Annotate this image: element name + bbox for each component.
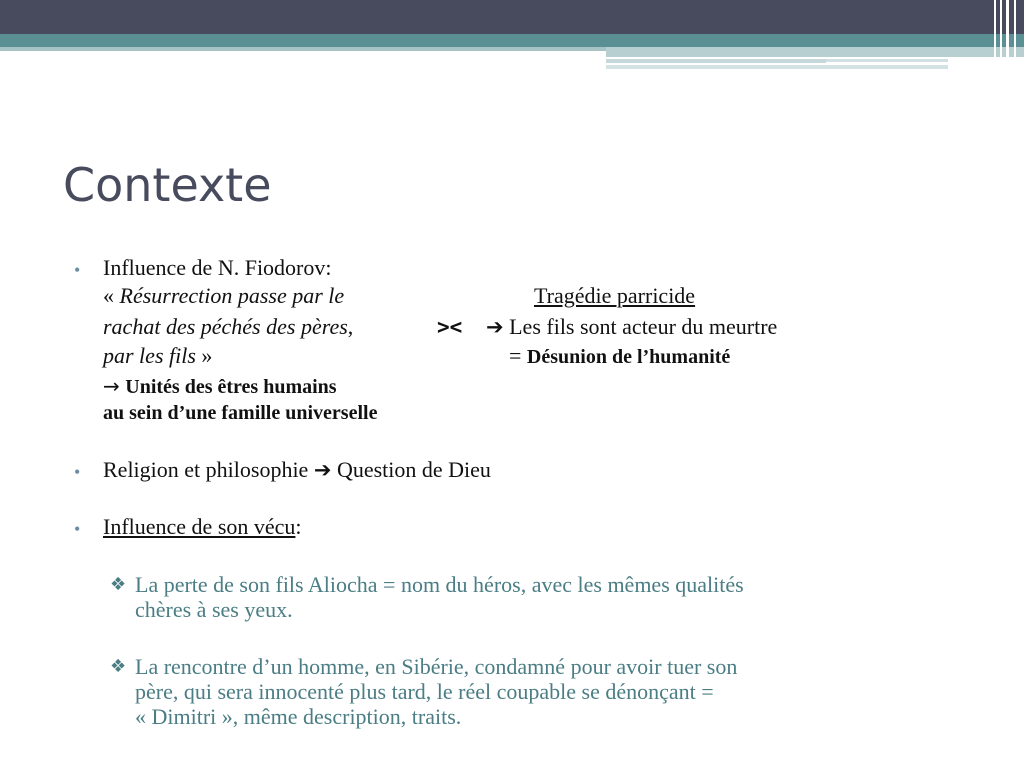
- header-band-pale: [606, 59, 826, 63]
- bullet-icon: •: [74, 519, 81, 539]
- diamond-bullet-icon: ❖: [110, 656, 127, 677]
- arrow-outline-icon: →: [103, 374, 120, 398]
- unity-line-2: au sein d’une famille universelle: [103, 402, 378, 424]
- sub-bullet-2-line-2: père, qui sera innocenté plus tard, le réel coupable se dénonçant =: [135, 679, 714, 704]
- tragedy-label: Tragédie parricide: [534, 283, 696, 308]
- arrow-right-icon: ➔: [313, 458, 332, 482]
- versus-symbol: ><: [437, 315, 463, 339]
- disunity-line: = Désunion de l’humanité: [509, 343, 731, 368]
- sub-bullet-2-line-1: La rencontre d’un homme, en Sibérie, condamné pour avoir tuer son: [135, 654, 738, 679]
- header-band-teal: [0, 34, 1024, 47]
- diamond-bullet-icon: ❖: [110, 574, 127, 595]
- header-band-pale: [826, 59, 948, 62]
- sub-bullet-2-line-3: « Dimitri », même description, traits.: [135, 704, 462, 729]
- header-band-pale: [606, 47, 1024, 57]
- sub-bullet-1-line-2: chères à ses yeux.: [135, 597, 293, 622]
- sons-murder-line: ➔ Les fils sont acteur du meurtre: [486, 314, 778, 339]
- fiodorov-quote-line-3: par les fils »: [103, 343, 213, 368]
- bullet-icon: •: [74, 260, 81, 280]
- bullet-icon: •: [74, 462, 81, 482]
- arrow-right-icon: ➔: [486, 315, 504, 339]
- bullet-2-text: Religion et philosophie ➔ Question de Dieu: [103, 457, 491, 482]
- fiodorov-quote-line-2: rachat des péchés des pères,: [103, 314, 354, 339]
- slide-title: Contexte: [63, 158, 272, 212]
- bullet-3-text: Influence de son vécu:: [103, 514, 302, 539]
- header-band-dark: [0, 0, 1024, 34]
- header-band-pale: [0, 47, 606, 51]
- unity-line-1: → Unités des êtres humains: [103, 374, 337, 398]
- bullet-1-label: Influence de N. Fiodorov:: [103, 255, 332, 280]
- fiodorov-quote-line-1: « Résurrection passe par le: [103, 283, 345, 308]
- header-band-pale: [606, 65, 948, 69]
- header-vertical-stripes: [990, 0, 1024, 70]
- sub-bullet-1-line-1: La perte de son fils Aliocha = nom du héros, avec les mêmes qualités: [135, 572, 744, 597]
